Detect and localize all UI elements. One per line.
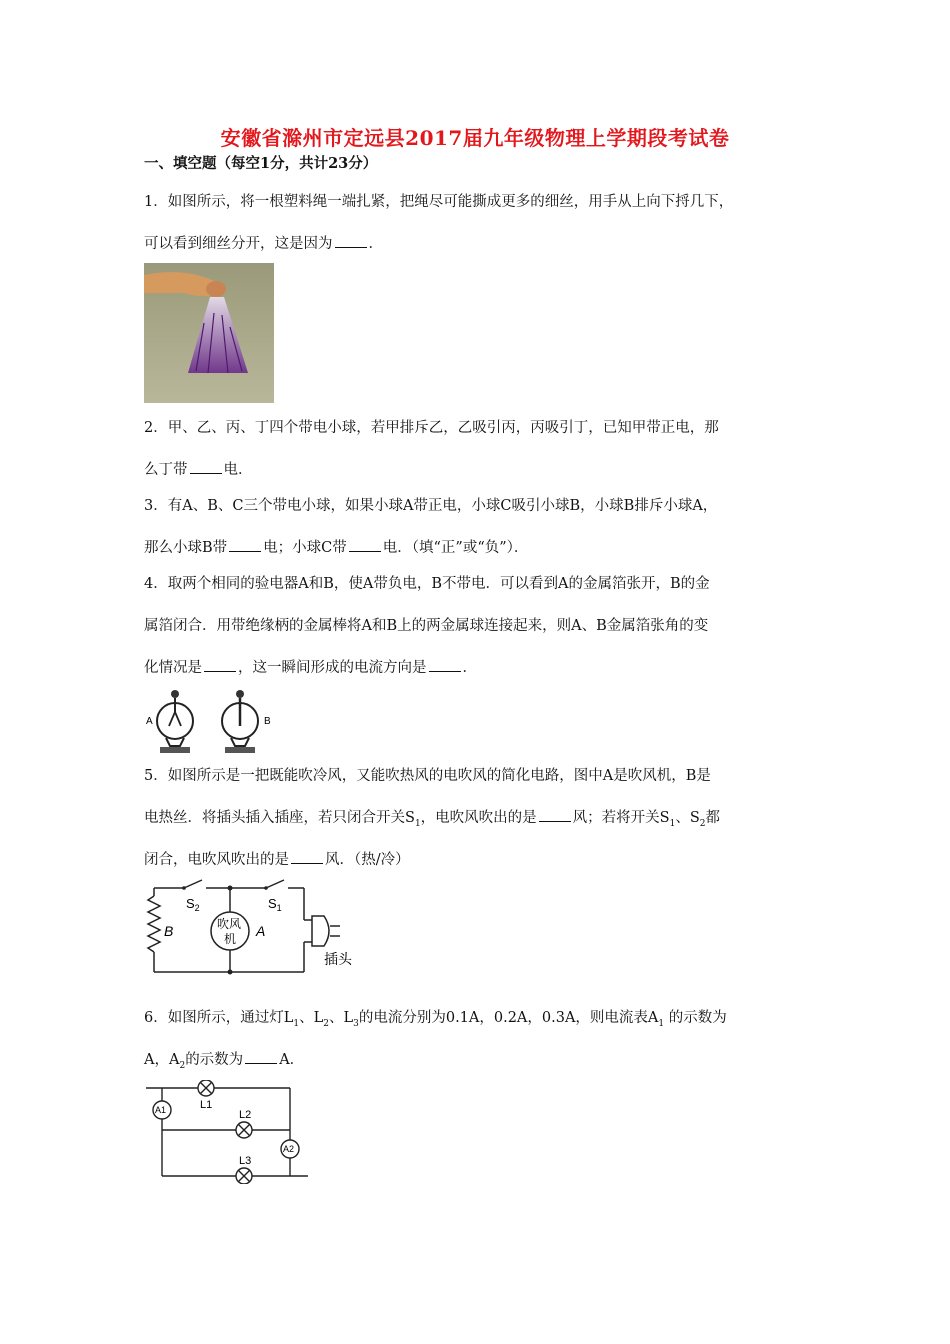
lamp-l1-label: L1 xyxy=(200,1099,213,1111)
q1-blank[interactable] xyxy=(335,246,367,248)
q5-text-3: 闭合，电吹风吹出的是 xyxy=(144,852,289,868)
hair-dryer-circuit xyxy=(144,876,360,980)
q6-sub2: 2 xyxy=(323,1018,329,1029)
q3-text-end: 电．（填“正”或“负”）． xyxy=(382,540,529,556)
q1-text-end: ． xyxy=(368,236,383,252)
q6-text: 6．如图所示，通过灯L xyxy=(144,1010,294,1026)
fan-text-2: 机 xyxy=(224,932,237,946)
q2-text-end: 电． xyxy=(223,462,253,478)
q6-sub1: 1 xyxy=(293,1018,300,1029)
q6-text-2-mid: 的示数为 xyxy=(185,1052,244,1068)
section-heading: 一、填空题（每空1分，共计23分） xyxy=(144,155,378,172)
q6-sub4: 1 xyxy=(658,1018,665,1029)
electroscope-a xyxy=(157,690,193,753)
q6-sub5: 2 xyxy=(179,1060,186,1071)
plastic-rope-photo xyxy=(144,263,274,403)
ammeter-a2-label: A2 xyxy=(283,1144,295,1154)
fan-text-1: 吹风 xyxy=(217,917,242,931)
q6-text-b: 、L xyxy=(299,1010,324,1026)
page-title: 安徽省滁州市定远县2017届九年级物理上学期段考试卷 xyxy=(220,126,730,150)
q5-line3 xyxy=(144,848,824,869)
q6-text-2-end: A． xyxy=(279,1052,305,1068)
q4-line2: 属箔闭合．用带绝缘柄的金属棒将A和B上的两金属球连接起来，则A、B金属箔张角的变 xyxy=(144,618,709,634)
q5-sub2: 1 xyxy=(669,818,676,829)
q5-text-end: 都 xyxy=(705,810,721,826)
lamp-l2-label: L2 xyxy=(239,1109,252,1121)
q3-line1: 3．有A、B、C三个带电小球，如果小球A带正电，小球C吸引小球B，小球B排斥小球A， xyxy=(144,498,718,514)
q2-line2 xyxy=(144,458,824,479)
q5-blank-2[interactable] xyxy=(291,862,323,864)
q4-text-end: ． xyxy=(462,660,477,676)
q4-blank-1[interactable] xyxy=(204,670,236,672)
electroscope-figure xyxy=(144,684,276,758)
q3-text-mid: 电；小球C带 xyxy=(263,540,347,556)
q3-text: 那么小球B带 xyxy=(144,540,228,556)
s1-label: $S_1$ xyxy=(268,896,282,913)
q5-text-mid3: 、S xyxy=(675,810,700,826)
q6-blank[interactable] xyxy=(245,1062,277,1064)
plug-label: 插头 xyxy=(324,951,352,967)
q5-text-mid: ，电吹风吹出的是 xyxy=(420,810,537,826)
q4-blank-2[interactable] xyxy=(429,670,461,672)
q1-line2 xyxy=(144,232,824,253)
q6-text-post: 的示数为 xyxy=(664,1010,727,1026)
q2-blank[interactable] xyxy=(190,472,222,474)
q3-blank-2[interactable] xyxy=(349,550,381,552)
q4-text-mid: ，这一瞬间形成的电流方向是 xyxy=(238,660,427,676)
q6-line2 xyxy=(144,1048,824,1071)
s2-label: $S_2$ xyxy=(186,896,200,913)
ammeter-circuit xyxy=(144,1080,310,1184)
heater-label-b: B xyxy=(164,923,174,939)
q5-line2 xyxy=(144,806,824,829)
q5-blank-1[interactable] xyxy=(539,820,571,822)
q6-sub3: 3 xyxy=(353,1018,359,1029)
lamp-l3-label: L3 xyxy=(239,1155,252,1167)
q5-sub3: 2 xyxy=(699,818,706,829)
q1-line1: 1．如图所示，将一根塑料绳一端扎紧，把绳尽可能撕成更多的细丝，用手从上向下捋几下， xyxy=(144,194,734,210)
q6-text-d: 的电流分别为0.1A，0.2A，0.3A，则电流表A xyxy=(358,1010,659,1026)
q3-blank-1[interactable] xyxy=(229,550,261,552)
electroscope-label-b: B xyxy=(264,716,271,727)
electroscope-b xyxy=(222,690,258,753)
q5-sub: 1 xyxy=(414,818,421,829)
q5-text-3-end: 风．（热/冷） xyxy=(325,852,410,868)
q3-line2 xyxy=(144,536,824,557)
q6-text-2: A，A xyxy=(144,1052,180,1068)
q4-text: 化情况是 xyxy=(144,660,202,676)
q4-line1: 4．取两个相同的验电器A和B，使A带负电，B不带电．可以看到A的金属箔张开，B的金 xyxy=(144,576,710,592)
fan-label-a: A xyxy=(256,923,266,939)
q2-line1: 2．甲、乙、丙、丁四个带电小球，若甲排斥乙，乙吸引丙，丙吸引丁，已知甲带正电，那 xyxy=(144,420,719,436)
q1-text: 可以看到细丝分开，这是因为 xyxy=(144,236,333,252)
q5-text-mid2: 风；若将开关S xyxy=(572,810,670,826)
q6-line1 xyxy=(144,1006,824,1029)
q5-line1: 5．如图所示是一把既能吹冷风，又能吹热风的电吹风的简化电路，图中A是吹风机，B是 xyxy=(144,768,711,784)
ammeter-a1-label: A1 xyxy=(155,1105,167,1115)
q2-text: 么丁带 xyxy=(144,462,188,478)
q6-text-c: 、L xyxy=(328,1010,354,1026)
q4-line3 xyxy=(144,656,824,677)
electroscope-label-a: A xyxy=(146,716,153,727)
q5-text: 电热丝．将插头插入插座，若只闭合开关S xyxy=(144,810,415,826)
